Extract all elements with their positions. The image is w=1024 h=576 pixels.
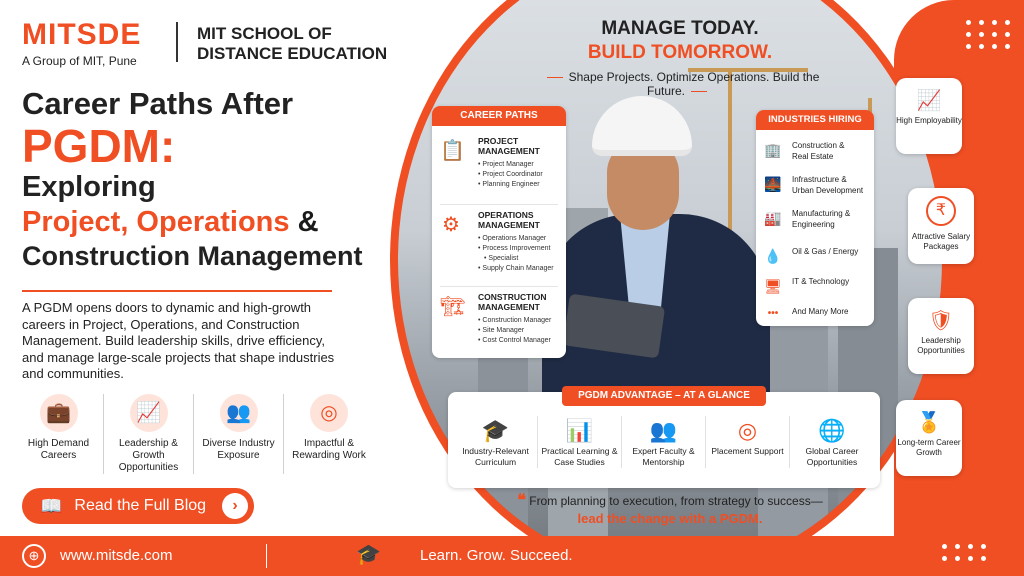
bridge-icon: 🌉 bbox=[764, 176, 782, 192]
title-line-3: Exploring bbox=[22, 171, 156, 203]
decorative-dots bbox=[942, 544, 987, 561]
industries-heading: INDUSTRIES HIRING bbox=[756, 110, 874, 130]
building-icon: 🏢 bbox=[764, 142, 782, 158]
feature-item: 📈 Leadership & Growth Opportunities bbox=[104, 394, 194, 474]
briefcase-icon: 💼 bbox=[40, 394, 78, 432]
read-blog-label: Read the Full Blog bbox=[74, 497, 207, 514]
logo-tagline: A Group of MIT, Pune bbox=[22, 54, 137, 68]
title-line-1: Career Paths After bbox=[22, 86, 294, 121]
career-path-section: 📋 PROJECT MANAGEMENT • Project Manager • Project Coordinator • Planning Engineer bbox=[440, 136, 562, 200]
role-list: • Operations Manager • Process Improvement • Specialist • Supply Chain Manager bbox=[478, 234, 554, 274]
target-icon: ◎ bbox=[310, 394, 348, 432]
quote-mark-icon: ❝ bbox=[517, 492, 526, 509]
advantage-item: 🎓 Industry-Relevant Curriculum bbox=[454, 416, 538, 468]
headline bbox=[530, 18, 830, 64]
advantage-item: 🌐 Global Career Opportunities bbox=[790, 416, 874, 468]
industries-card bbox=[756, 110, 874, 326]
logo-divider bbox=[176, 22, 178, 62]
gears-icon: ⚙ bbox=[442, 214, 460, 236]
growth-chart-icon: 📈 bbox=[130, 394, 168, 432]
clipboard-icon: 📋 bbox=[440, 140, 465, 162]
industry-item: 💧 Oil & Gas / Energy bbox=[764, 247, 859, 264]
decorative-dots bbox=[966, 20, 1011, 49]
faculty-icon: 👥 bbox=[649, 418, 678, 443]
logo-wordmark: MITSDE bbox=[22, 18, 142, 51]
oil-drop-icon: 💧 bbox=[764, 248, 782, 264]
footer-tagline: Learn. Grow. Succeed. bbox=[420, 547, 573, 564]
feature-item: 👥 Diverse Industry Exposure bbox=[194, 394, 284, 474]
graduation-cap-icon: 🎓 bbox=[481, 418, 510, 443]
globe-icon: 🌐 bbox=[818, 418, 846, 443]
website-link[interactable]: www.mitsde.com bbox=[60, 547, 173, 564]
footer-divider bbox=[266, 544, 267, 568]
shield-check-icon: 🛡 bbox=[928, 310, 954, 332]
career-paths-card bbox=[432, 106, 566, 358]
graduation-cap-icon: 🎓 bbox=[356, 544, 381, 566]
closing-quote: ❝ From planning to execution, from strategy to success— lead the change with a PGDM. bbox=[517, 492, 823, 526]
book-icon: 📖 bbox=[40, 495, 63, 516]
globe-icon: ⊕ bbox=[22, 544, 46, 568]
intro-description: A PGDM opens doors to dynamic and high-growth careers in Project, Operations, and Construction Management. Build leadership skills, drive efficiency, and manage large-scale projects that shape industries and communities. bbox=[22, 300, 335, 381]
advantage-item: ◎ Placement Support bbox=[706, 416, 790, 468]
target-icon: ◎ bbox=[737, 418, 758, 443]
headline-subtitle: Shape Projects. Optimize Operations. Build the Future. bbox=[520, 70, 840, 98]
growth-chart-icon: 📈 bbox=[916, 90, 942, 112]
advantage-item: 👥 Expert Faculty & Mentorship bbox=[622, 416, 706, 468]
footer-bar bbox=[0, 536, 1024, 576]
industry-item: 🖥 IT & Technology bbox=[764, 277, 850, 294]
chevron-right-icon: › bbox=[222, 493, 248, 519]
career-paths-heading: CAREER PATHS bbox=[432, 106, 566, 126]
advantage-list bbox=[454, 416, 874, 468]
feature-item: ◎ Impactful & Rewarding Work bbox=[284, 394, 374, 474]
people-icon: 👥 bbox=[220, 394, 258, 432]
industry-item: 🏢 Construction & Real Estate bbox=[764, 141, 845, 161]
headline-line-1: MANAGE TODAY. bbox=[601, 18, 759, 39]
career-path-section: 🏗 CONSTRUCTION MANAGEMENT • Construction Manager • Site Manager • Cost Control Manager bbox=[440, 292, 562, 356]
headline-line-2: BUILD TOMORROW. bbox=[587, 42, 773, 63]
title-line-5: Construction Management bbox=[22, 241, 363, 271]
industry-item: 🏭 Manufacturing & Engineering bbox=[764, 209, 851, 229]
career-path-section: ⚙ OPERATIONS MANAGEMENT • Operations Manager • Process Improvement • Specialist • Supply Chain Manager bbox=[440, 210, 562, 284]
role-list: • Construction Manager • Site Manager • Cost Control Manager bbox=[478, 316, 551, 346]
factory-icon: 🏭 bbox=[764, 210, 782, 226]
feature-list bbox=[14, 394, 374, 474]
feature-item: 💼 High Demand Careers bbox=[14, 394, 104, 474]
page-title bbox=[22, 88, 363, 270]
role-list: • Project Manager • Project Coordinator • Planning Engineer bbox=[478, 160, 543, 190]
monitor-icon: 🖥 bbox=[764, 278, 782, 294]
benefit-card: 🏅 Long-term Career Growth bbox=[896, 400, 962, 476]
advantages-card bbox=[448, 392, 880, 488]
industry-item: ••• And Many More bbox=[764, 306, 872, 334]
rupee-icon: ₹ bbox=[926, 196, 956, 226]
benefit-card: 📈 High Employability bbox=[896, 78, 962, 154]
title-line-2: PGDM: bbox=[22, 120, 176, 172]
advantage-item: 📊 Practical Learning & Case Studies bbox=[538, 416, 622, 468]
title-underline bbox=[22, 290, 332, 292]
title-line-4: Project, Operations & bbox=[22, 206, 319, 238]
benefit-card: 🛡 Leadership Opportunities bbox=[908, 298, 974, 374]
industry-item: 🌉 Infrastructure & Urban Development bbox=[764, 175, 864, 195]
read-blog-button[interactable] bbox=[22, 488, 254, 524]
school-name: MIT SCHOOL OF DISTANCE EDUCATION bbox=[197, 24, 388, 63]
more-dots-icon: ••• bbox=[767, 308, 779, 319]
advantages-heading: PGDM ADVANTAGE – AT A GLANCE bbox=[562, 386, 766, 406]
crane-icon: 🏗 bbox=[440, 296, 466, 318]
brand-logo[interactable] bbox=[22, 18, 141, 68]
benefit-card: ₹ Attractive Salary Packages bbox=[908, 188, 974, 264]
award-icon: 🏅 bbox=[916, 412, 942, 434]
presentation-icon: 📊 bbox=[565, 418, 594, 443]
